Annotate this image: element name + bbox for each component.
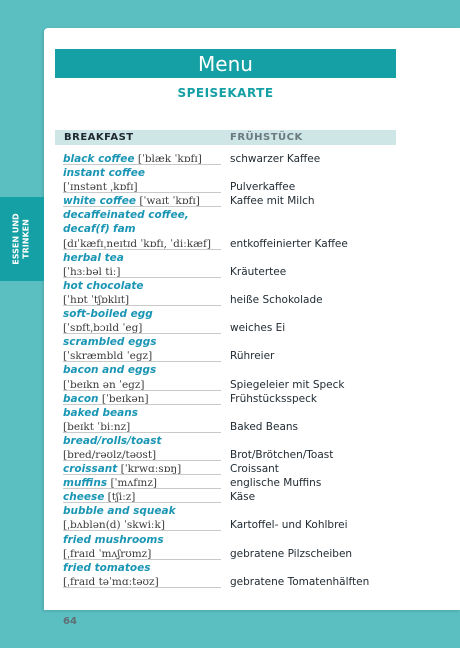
vocabulary-entry [63, 208, 403, 222]
vocabulary-entry [63, 251, 403, 265]
vocabulary-entry [63, 363, 403, 377]
vocabulary-entry [63, 575, 403, 589]
english-term: bubble and squeak [63, 505, 176, 518]
english-part [63, 265, 221, 279]
english-part [63, 152, 221, 166]
english-part [63, 504, 221, 518]
vocabulary-entry [63, 293, 403, 307]
english-term: white coffee [63, 195, 136, 208]
english-part [63, 547, 221, 561]
pronunciation: [ˈhɜːbəl tiː] [63, 265, 121, 278]
english-part [63, 406, 221, 420]
english-term: croissant [63, 463, 118, 476]
pronunciation: [ˈbeɪkn ən ˈegz] [63, 378, 145, 391]
german-translation: Pulverkaffee [230, 181, 296, 194]
english-part [63, 533, 221, 547]
vocabulary-entry [63, 180, 403, 194]
pronunciation: [tʃiːz] [107, 491, 136, 504]
english-term: fried mushrooms [63, 533, 164, 546]
german-translation: Kartoffel- und Kohlbrei [230, 519, 348, 532]
pronunciation: [beɪkt ˈbiːnz] [63, 420, 131, 433]
german-column-label: FRÜHSTÜCK [230, 132, 303, 143]
english-part [63, 166, 221, 180]
section-tab-line2: TRINKEN [22, 219, 31, 259]
english-part [63, 378, 221, 392]
english-part [63, 349, 221, 363]
english-part [63, 321, 221, 335]
book-page [44, 28, 460, 627]
english-term: black coffee [63, 153, 135, 165]
menu-title-bar [55, 49, 396, 78]
german-translation: Frühstücksspeck [230, 392, 317, 405]
english-term: baked beans [63, 406, 138, 419]
section-tab-label [12, 213, 32, 264]
english-part [63, 194, 221, 208]
breakfast-column-header [55, 130, 396, 145]
german-translation: Croissant [230, 463, 279, 476]
english-term: bacon [63, 392, 99, 405]
english-term: decaffeinated coffee, [63, 209, 189, 222]
pronunciation: [ˈblæk ˈkɒfɪ] [137, 153, 202, 165]
section-tab-line1: ESSEN UND [12, 213, 21, 265]
pronunciation: [bred/rəʊlz/təʊst] [63, 448, 157, 461]
english-part [63, 575, 221, 589]
german-translation: Kaffee mit Milch [230, 195, 315, 208]
english-term: cheese [63, 491, 105, 504]
german-translation: Spiegeleier mit Speck [230, 378, 345, 391]
english-term: instant coffee [63, 167, 146, 180]
pronunciation: [ˈskræmbld ˈegz] [63, 350, 153, 363]
german-translation: Kräutertee [230, 265, 287, 278]
pronunciation: [ˈmʌfɪnz] [110, 477, 157, 490]
pronunciation: [ˌfraɪd təˈmɑːtəʊz] [63, 575, 159, 588]
english-part [63, 561, 221, 575]
english-term: bread/rolls/toast [63, 434, 162, 447]
german-translation: heiße Schokolade [230, 293, 323, 306]
english-part [63, 420, 221, 434]
vocabulary-entry [63, 392, 403, 406]
english-part [63, 518, 221, 532]
german-translation: gebratene Tomatenhälften [230, 575, 370, 588]
vocabulary-entry [63, 279, 403, 293]
english-term: herbal tea [63, 251, 124, 264]
english-column-label: BREAKFAST [64, 132, 134, 143]
vocabulary-entry [63, 237, 403, 251]
vocabulary-entry [63, 490, 403, 504]
pronunciation: [ˈhɒt ˈtʃɒklɪt] [63, 293, 130, 306]
pronunciation: [ˈsɒftˌbɔɪld ˈeg] [63, 322, 143, 335]
english-term: scrambled eggs [63, 336, 157, 349]
register-label: fam [113, 223, 136, 236]
german-translation: englische Muffins [230, 477, 322, 490]
english-term: fried tomatoes [63, 561, 151, 574]
pronunciation: [ˈkrwɑːsɒŋ] [120, 463, 182, 476]
vocabulary-entry [63, 476, 403, 490]
english-part [63, 279, 221, 293]
german-translation: weiches Ei [230, 322, 286, 335]
vocabulary-entry [63, 561, 403, 575]
vocabulary-entry [63, 378, 403, 392]
vocabulary-entry [63, 349, 403, 363]
german-translation: gebratene Pilzscheiben [230, 547, 353, 560]
pronunciation: [dɪˈkæfɪˌneɪtɪd ˈkɒfɪ, ˈdiːkæf] [63, 237, 212, 250]
vocabulary-entry [63, 420, 403, 434]
german-translation: Rühreier [230, 350, 275, 363]
english-part [63, 434, 221, 448]
english-part [63, 293, 221, 307]
vocabulary-entry [63, 265, 403, 279]
vocabulary-entry [63, 434, 403, 448]
english-part [63, 363, 221, 377]
german-translation: entkoffeinierter Kaffee [230, 237, 348, 250]
english-part [63, 335, 221, 349]
vocabulary-entry [63, 307, 403, 321]
vocabulary-entry [63, 194, 403, 208]
english-part [63, 462, 221, 476]
english-part [63, 208, 221, 222]
english-part [63, 222, 221, 236]
pronunciation: [ˈwaɪt ˈkɒfɪ] [139, 195, 200, 208]
vocabulary-entry [63, 533, 403, 547]
german-translation: Käse [230, 491, 256, 504]
vocabulary-entry [63, 166, 403, 180]
vocabulary-entry [63, 462, 403, 476]
english-part [63, 307, 221, 321]
english-term: muffins [63, 477, 108, 490]
vocabulary-entry [63, 518, 403, 532]
pronunciation: [ˈɪnstənt ˌkɒfɪ] [63, 181, 138, 194]
english-part [63, 392, 221, 406]
german-translation: Baked Beans [230, 420, 299, 433]
german-translation: Brot/Brötchen/Toast [230, 448, 334, 461]
english-term: decaf(f) [63, 223, 110, 236]
english-part [63, 237, 221, 251]
page-title: Menu [198, 51, 253, 76]
english-part [63, 251, 221, 265]
vocabulary-entry [63, 321, 403, 335]
vocabulary-entry [63, 547, 403, 561]
section-tab-essen-und-trinken[interactable] [0, 197, 44, 281]
vocabulary-entry [63, 335, 403, 349]
english-term: bacon and eggs [63, 364, 157, 377]
english-part [63, 476, 221, 490]
page-subtitle: SPEISEKARTE [177, 86, 274, 100]
english-term: soft-boiled egg [63, 308, 153, 321]
vocabulary-entry [63, 152, 403, 166]
page-number: 64 [63, 616, 77, 627]
english-term: hot chocolate [63, 279, 144, 292]
pronunciation: [ˈbeɪkən] [101, 392, 149, 405]
english-part [63, 490, 221, 504]
vocabulary-entry [63, 406, 403, 420]
english-part [63, 180, 221, 194]
vocabulary-entry [63, 504, 403, 518]
vocabulary-entry [63, 222, 403, 236]
pronunciation: [ˌbʌblən(d) ˈskwiːk] [63, 519, 165, 532]
german-translation: schwarzer Kaffee [230, 153, 321, 165]
pronunciation: [ˌfraɪd ˈmʌʃrʊmz] [63, 547, 152, 560]
vocabulary-entry [63, 448, 403, 462]
english-part [63, 448, 221, 462]
vocabulary-list [63, 152, 403, 589]
